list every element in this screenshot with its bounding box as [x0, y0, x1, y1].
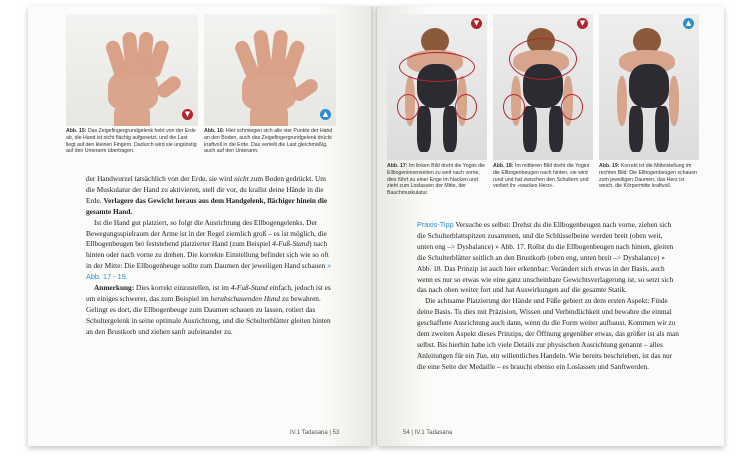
- torso-shape: [629, 64, 669, 108]
- text-run: Ist die Hand gut platziert, so folgt die Ausrichtung des Ellbogengelenks. Der Bewegungsspielraum der Arme ist in der Regel ziemlich groß – es ist möglich, die Ellbogenbeugen bei feststehend platzierter Hand (zum Beispiel: [86, 217, 327, 249]
- wrist-shape: [114, 104, 150, 126]
- right-page-folio: 54 | IV.1 Tadasana: [403, 430, 453, 436]
- leg-shape: [443, 106, 457, 152]
- figure-17-caption: [387, 163, 487, 197]
- thumbs-down-icon: ▼: [577, 18, 588, 29]
- figure-17-photo: [387, 14, 487, 160]
- figure-19-number: Abb. 19:: [599, 163, 620, 169]
- right-body-text: [417, 220, 679, 373]
- figure-17-text: Im linken Bild dreht die Yogini die Ellbogeninnenseiten zu weit nach vorne, dies führt zu einer Enge im Nacken und zieht zum Loslassen der Mitte, der Bauchmuskulatur.: [387, 163, 486, 197]
- text-run: Die achtsame Platzierung der Hände und Füße gebiert zu dem ersten Aspekt: Finde deine Basis. Tu dies mit Präzision, Wissen und Verbindlichkeit und bewahre die einmal geschaffene Ausrichtung auch dann, wenn du die Form weiter aufbaust. Kommen wir zu dem zweiten Aspekt dieses Prinzips, der Öffnung gegenüber etwas, das größer ist als man selbst. Bis hierhin habe ich viele Details zur physischen Ausrichtung genannt – alles Anleitungen für ein: [417, 296, 679, 360]
- left-paragraph-1: [86, 174, 334, 218]
- arm-shape: [669, 76, 679, 126]
- left-page: [28, 6, 373, 446]
- figure-19-text: Korrekt ist die Mittelstellung im rechten Bild: Die Ellbogenbeugen schauen zum jeweiligen Daumen, das Herz ist weich, die Körpermitte kraftvoll.: [599, 163, 698, 190]
- note-label: Anmerkung:: [94, 283, 135, 293]
- figure-16-photo: [204, 14, 336, 126]
- thumbs-down-icon: ▼: [182, 109, 193, 120]
- highlight-ring: [503, 94, 525, 120]
- figure-16-number: Abb. 16:: [204, 128, 225, 134]
- figure-18-photo: [493, 14, 593, 160]
- highlight-ring: [455, 94, 477, 120]
- text-run: Versuche es selbst: Drehst du die Ellbogenbeugen nach vorne, ziehen sich die Schulterblattspitzen zusammen, und die Schlüsselbeine werden breit (oben weit, unten eng –> Dysbalance) » Abb. 17. Rollst du die Ellbogenbeugen nach hinten, gleiten die Schulterblätter seitlich an den Brustkorb (oben eng, unten breit –> Dysbalance) » Abb. 18. Das Prinzip ist auch hier erkennbar: Verändert sich etwas in der Basis, auch wenn es nur so etwas wie eine ganz unscheinbare Gewichtsverlagerung ist, so setzt sich das nach oben weiter fort und hat Auswirkungen auf die gesamte Statik.: [417, 220, 674, 295]
- arm-shape: [617, 76, 627, 126]
- leg-shape: [417, 106, 431, 152]
- figure-18-caption: [493, 163, 593, 190]
- text-run: , ein willentliches Handeln. Wie bereits beschrieben, ist das nur die eine Seite der Medaille – es braucht ebenso ein Loslassen und Sanftwerden.: [417, 350, 673, 371]
- text-run: der Handwurzel tatsächlich von der Erde, sie wird: [86, 174, 235, 183]
- highlight-ring: [397, 94, 419, 120]
- leg-shape: [549, 106, 563, 152]
- figure-18-number: Abb. 18:: [493, 163, 514, 169]
- highlight-ring: [399, 52, 475, 82]
- practice-tip-paragraph: [417, 220, 679, 296]
- text-run-emphasis: herabschauenden Hund: [210, 293, 281, 303]
- text-run-emphasis: nicht: [234, 174, 249, 183]
- figure-16-caption: [204, 128, 336, 155]
- thumbs-up-icon: ▲: [320, 109, 331, 120]
- right-paragraph-2: [417, 296, 679, 372]
- leg-shape: [523, 106, 537, 152]
- leg-shape: [629, 106, 643, 152]
- figure-19-caption: [599, 163, 699, 190]
- text-run-emphasis: Tun: [475, 350, 487, 360]
- text-run-emphasis: 4-Fuß-Stand: [230, 283, 268, 293]
- left-page-folio: IV.1 Tadasana | 53: [290, 430, 340, 436]
- practice-tip-label: Praxis-Tipp: [417, 220, 454, 229]
- figure-15-text: Das Zeigefingergrundgelenk hebt von der Erde ab, die Hand ist nicht flächig aufgesetzt, und die Last liegt auf den kleinen Fingern. Dadurch wird sie ungünstig auf den Unterarm übertragen.: [66, 128, 197, 155]
- figure-17-number: Abb. 17:: [387, 163, 408, 169]
- left-body-text: [86, 174, 334, 338]
- figure-18-text: Im mittleren Bild dreht die Yogini die Ellbogenbeugen nach hinten, sie wird rund und hat zwischen den Schultern und verliert ihr »wackes Herz«.: [493, 163, 590, 190]
- thumbs-up-icon: ▲: [683, 18, 694, 29]
- text-run: Dies korrekt einzustellen, ist im: [134, 283, 231, 293]
- text-run: einfach, jedoch ist es um einiges schwerer, das zum Beispiel im: [86, 283, 331, 303]
- highlight-ring: [509, 38, 577, 80]
- left-paragraph-2: [86, 218, 334, 283]
- thumb-shape: [154, 73, 183, 100]
- highlight-ring: [561, 94, 583, 120]
- open-book: [28, 6, 724, 452]
- figure-15-photo: [66, 14, 198, 126]
- right-page: [377, 6, 724, 446]
- text-run: ) nach hinten oder nach vorne zu drehen. Die korrekte Einstellung befindet sich wie so oft in der Mitte: Die Ellbogenbeuge sollte zum Daumen der jeweiligen Hand schauen: [86, 239, 329, 271]
- figure-15-caption: [66, 128, 198, 155]
- text-run-emphasis: 4-Fuß-Stand: [272, 239, 310, 249]
- leg-shape: [655, 106, 669, 152]
- text-run: zu bewahren. Gelingt es dort, die Ellbogenbeuge zum Daumen schauen zu lassen, rotiert das Schultergelenk in seine optimale Ausrichtung, und die Schulterblätter gleiten hinten an den Brustkorb und ziehen sanft aufeinander zu.: [86, 293, 331, 336]
- thumbs-down-icon: ▼: [471, 18, 482, 29]
- text-run-bold: Verlagere das Gewicht heraus aus dem Handgelenk, flächiger hinein die gesamte Hand.: [86, 195, 328, 216]
- wrist-shape: [250, 104, 288, 126]
- figure-reference-link: » Abb. 17 - 19.: [86, 261, 332, 282]
- figure-15-number: Abb. 15:: [66, 128, 87, 134]
- left-paragraph-3: [86, 283, 334, 338]
- figure-16-text: Hier schmiegen sich alle vier Punkte der Hand an den Boden, auch das Zeigefingergrundgelenk drückt kraftvoll in die Erde. Das verteilt die Last gleichmäßig, auch auf den Unterarm.: [204, 128, 333, 155]
- text-run: zum Boden gedrückt. Um die Muskulatur der Hand zu aktivieren, stell dir vor, du krallst deine Hände in die Erde.: [86, 174, 326, 205]
- figure-19-photo: [599, 14, 699, 160]
